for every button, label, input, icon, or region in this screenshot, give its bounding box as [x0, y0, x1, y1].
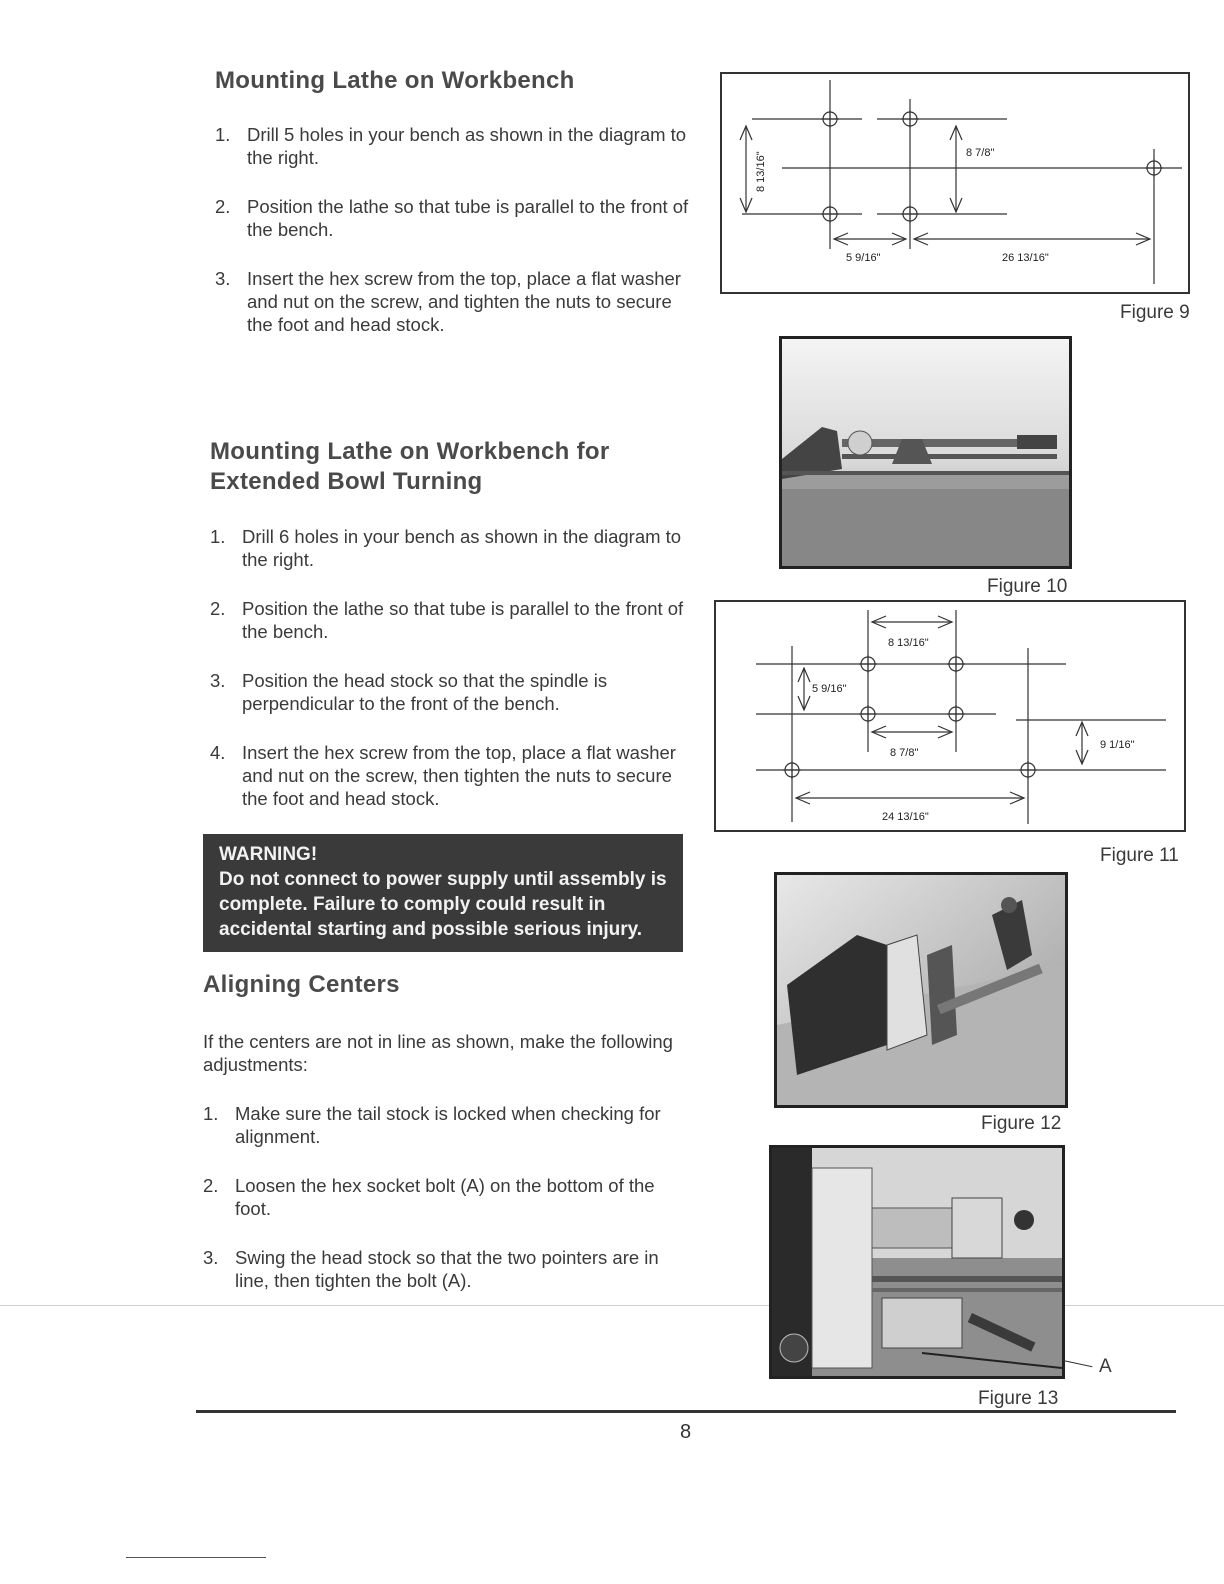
- fig9-dim-horiz-left: 5 9/16": [846, 252, 881, 264]
- figure9-diagram: [720, 72, 1190, 294]
- list-item: 3. Swing the head stock so that the two pointers are in line, then tighten the bolt (A).: [203, 1247, 659, 1291]
- fig11-dim-right: 9 1/16": [1100, 739, 1135, 751]
- list-item: 2. Loosen the hex socket bolt (A) on the bottom of the foot.: [203, 1175, 655, 1219]
- warning-text: Do not connect to power supply until assembly is complete. Failure to comply could result in accidental starting and possible serious injury.: [219, 869, 667, 940]
- fig11-dim-top: 8 13/16": [888, 637, 929, 649]
- figure12-caption: Figure 12: [981, 1113, 1062, 1134]
- list-item: 1. Drill 5 holes in your bench as shown in the diagram to the right.: [215, 124, 687, 168]
- figure13-label-a: A: [1099, 1356, 1112, 1377]
- aligning-steps-list: [203, 1102, 683, 1318]
- list-item: 1. Make sure the tail stock is locked when checking for alignment.: [203, 1103, 661, 1147]
- list-item: 1. Drill 6 holes in your bench as shown in the diagram to the right.: [210, 526, 682, 570]
- figure12-photo: [774, 872, 1068, 1108]
- figure10-photo: [779, 336, 1072, 569]
- extended-steps-list: [210, 525, 688, 836]
- footer-rule: [196, 1410, 1176, 1413]
- section-heading-extended: Mounting Lathe on Workbench for Extended Bowl Turning: [210, 438, 610, 495]
- warning-box: [203, 834, 683, 952]
- figure12-image: [777, 875, 1065, 1105]
- list-item: 3. Position the head stock so that the spindle is perpendicular to the front of the bench.: [210, 670, 608, 714]
- figure9-caption: Figure 9: [1120, 302, 1190, 323]
- fig11-dim-left: 5 9/16": [812, 683, 847, 695]
- figure13-photo: [769, 1145, 1065, 1379]
- fig9-dim-vertical-mid: 8 7/8": [966, 147, 995, 159]
- fig11-dim-middle: 8 7/8": [890, 747, 919, 759]
- list-item: 2. Position the lathe so that tube is parallel to the front of the bench.: [210, 598, 684, 642]
- section-heading-aligning: Aligning Centers: [203, 971, 400, 998]
- figure10-caption: Figure 10: [987, 576, 1068, 597]
- mounting-steps-list: [215, 123, 695, 362]
- list-item: 3. Insert the hex screw from the top, place a flat washer and nut on the screw, and tighten the nuts to secure the foot and head stock.: [215, 268, 681, 335]
- figure10-image: [782, 339, 1069, 566]
- figure11-caption: Figure 11: [1100, 845, 1179, 866]
- figure13-caption: Figure 13: [978, 1388, 1059, 1409]
- footer-link-line: [126, 1557, 266, 1558]
- list-item: 2. Position the lathe so that tube is parallel to the front of the bench.: [215, 196, 689, 240]
- figure13-image: [772, 1148, 1062, 1376]
- list-item: 4. Insert the hex screw from the top, place a flat washer and nut on the screw, then tighten the nuts to secure the foot and head stock.: [210, 742, 676, 809]
- aligning-intro: If the centers are not in line as shown, make the following adjustments:: [203, 1031, 673, 1075]
- fig11-dim-bottom: 24 13/16": [882, 811, 929, 823]
- figure11-svg: [716, 602, 1184, 830]
- warning-title: WARNING!: [219, 844, 318, 865]
- figure13-pointer-line: [1063, 1360, 1093, 1367]
- figure9-svg: [722, 74, 1188, 292]
- page-number: 8: [680, 1421, 692, 1443]
- section-heading-mounting: Mounting Lathe on Workbench: [215, 67, 575, 94]
- fig9-dim-vertical-left: 8 13/16": [755, 151, 767, 192]
- figure11-diagram: [714, 600, 1186, 832]
- fig9-dim-horiz-right: 26 13/16": [1002, 252, 1049, 264]
